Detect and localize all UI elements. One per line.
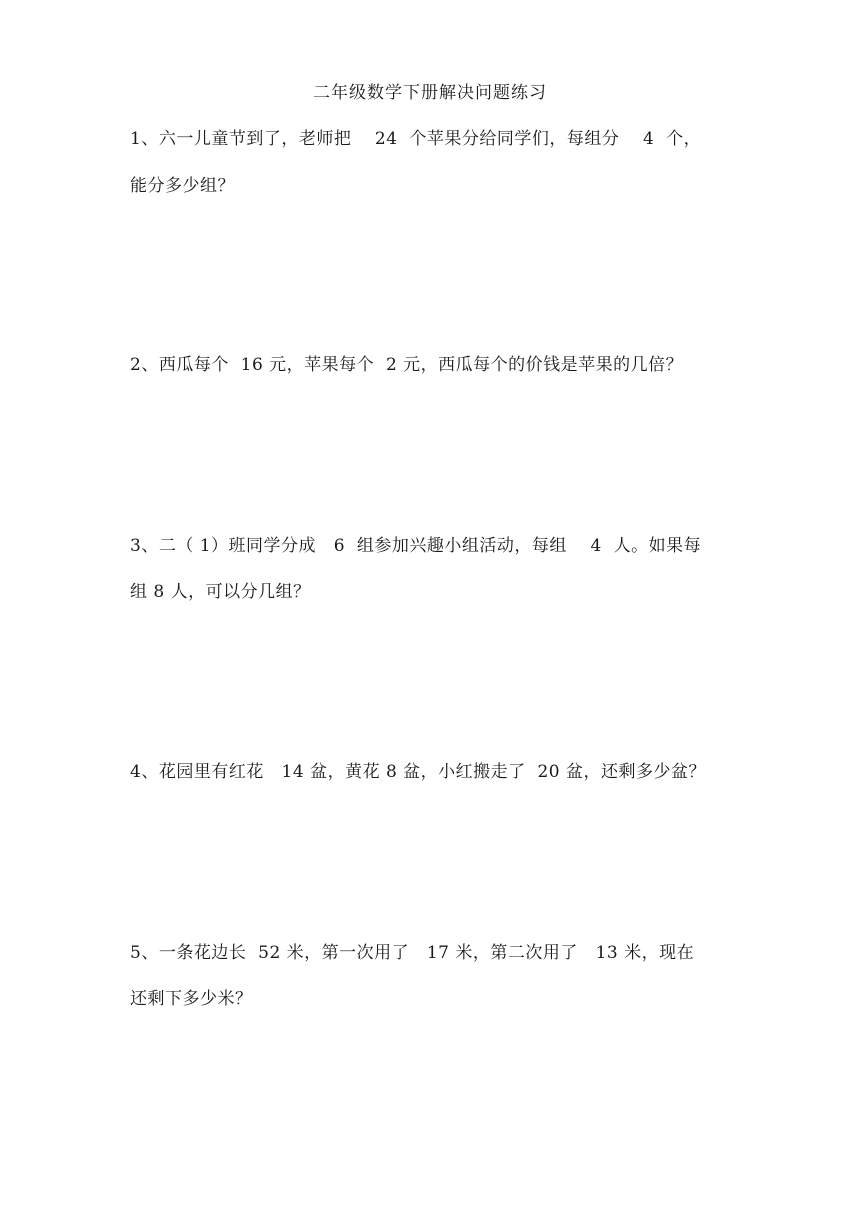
question-5-line-1: 5、一条花边长 52 米，第一次用了 17 米，第二次用了 13 米，现在 bbox=[130, 943, 695, 963]
page-title: 二年级数学下册解决问题练习 bbox=[313, 83, 547, 103]
question-1-line-2: 能分多少组？ bbox=[130, 176, 235, 196]
question-4-line-1: 4、花园里有红花 14 盆，黄花 8 盆，小红搬走了 20 盆，还剩多少盆？ bbox=[130, 762, 707, 782]
question-2-line-1: 2、西瓜每个 16 元，苹果每个 2 元，西瓜每个的价钱是苹果的几倍？ bbox=[130, 355, 684, 375]
question-3-line-1: 3、二（ 1）班同学分成 6 组参加兴趣小组活动，每组 4 人。如果每 bbox=[130, 536, 702, 556]
question-5-line-2: 还剩下多少米？ bbox=[130, 989, 253, 1009]
question-1-line-1: 1、六一儿童节到了，老师把 24 个苹果分给同学们，每组分 4 个， bbox=[130, 129, 702, 149]
question-3-line-2: 组 8 人，可以分几组？ bbox=[130, 582, 311, 602]
